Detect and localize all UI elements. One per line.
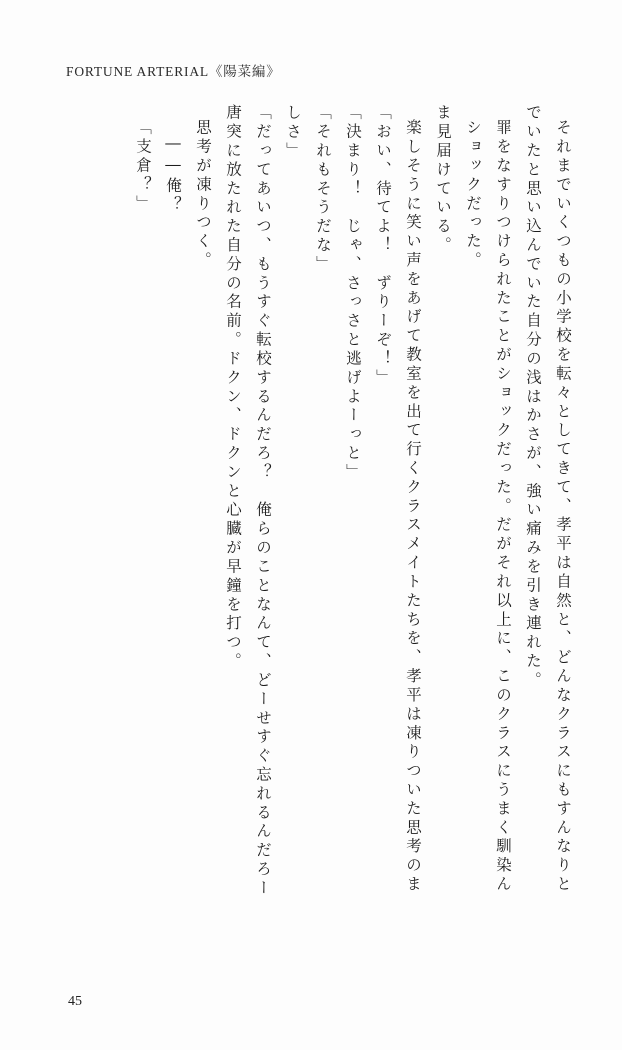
text-column: ――俺？	[164, 134, 182, 215]
text-column: 思考が凍りつく。	[194, 119, 212, 271]
text-column: 「決まり！ じゃ、さっさと逃げよーっと」	[344, 104, 362, 483]
text-column: それまでいくつもの小学校を転々としてきて、孝平は自然と、どんなクラスにもすんなりと	[554, 119, 572, 895]
text-column: 「それもそうだな」	[314, 104, 332, 275]
text-column: 唐突に放たれた自分の名前。ドクン、ドクンと心臓が早鐘を打つ。	[224, 104, 242, 672]
text-column: 「おい、待てよ！ ずりーぞ！」	[374, 104, 392, 388]
text-column: 「支倉？」	[134, 119, 152, 214]
text-column: ま見届けている。	[434, 104, 452, 256]
text-column: でいたと思い込んでいた自分の浅はかさが、強い痛みを引き連れた。	[524, 104, 542, 691]
text-column: ショックだった。	[464, 119, 482, 271]
vertical-text-body	[120, 104, 570, 964]
text-column: しさ」	[284, 104, 302, 161]
text-column: 罪をなすりつけられたことがショックだった。だがそれ以上に、このクラスにうまく馴染ん	[494, 119, 512, 895]
page-number: 45	[68, 994, 82, 1009]
text-column: 楽しそうに笑い声をあげて教室を出て行くクラスメイトたちを、孝平は凍りついた思考のま	[404, 119, 422, 895]
running-head: FORTUNE ARTERIAL《陽菜編》	[66, 64, 281, 79]
text-column: 「だってあいつ、もうすぐ転校するんだろ？ 俺らのことなんて、どーせすぐ忘れるんだろー	[254, 104, 272, 899]
